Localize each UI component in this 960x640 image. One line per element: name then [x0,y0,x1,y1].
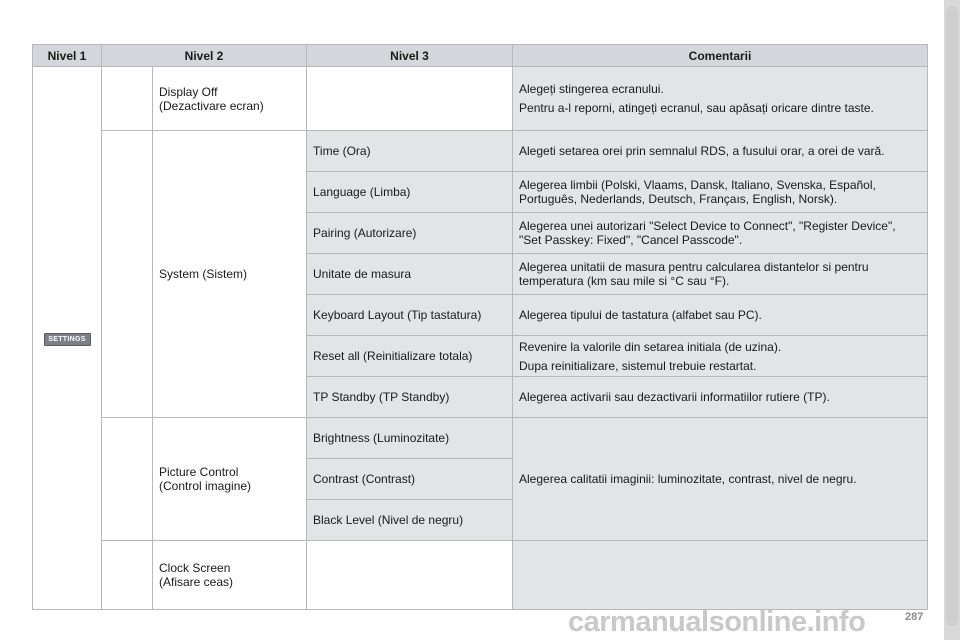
spacer-cell [102,131,153,418]
level3-reset: Reset all (Reinitializare totala) [307,336,513,377]
watermark: carmanualsonline.info [568,606,866,638]
comment-text: Alegeți stingerea ecranului. [519,82,664,96]
spacer-cell [102,67,153,131]
level3-pairing: Pairing (Autorizare) [307,213,513,254]
level2-display-off: Display Off (Dezactivare ecran) [153,67,307,131]
level1-cell [33,67,102,610]
level2-clock-screen: Clock Screen (Afisare ceas) [153,541,307,610]
scrollbar-thumb[interactable] [946,6,958,626]
level2-picture-control: Picture Control (Control imagine) [153,418,307,541]
level3-brightness: Brightness (Luminozitate) [307,418,513,459]
table-header-row [33,45,928,67]
table-row [33,131,928,172]
comment-tp-standby: Alegerea activarii sau dezactivarii informatiilor rutiere (TP). [513,377,928,418]
level3-tp-standby: TP Standby (TP Standby) [307,377,513,418]
header-level2: Nivel 2 [102,45,307,67]
level3-units: Unitate de masura [307,254,513,295]
settings-button-icon: SETTINGS [44,333,91,346]
comment-empty [513,541,928,610]
spacer-cell [102,541,153,610]
comment-pairing: Alegerea unei autorizari "Select Device to Connect", "Register Device", "Set Passkey: Fixed", "Cancel Passcode". [513,213,928,254]
comment-picture-control: Alegerea calitatii imaginii: luminozitate, contrast, nivel de negru. [513,418,928,541]
header-level3: Nivel 3 [307,45,513,67]
comment-text: Revenire la valorile din setarea initiala (de uzina). [519,339,782,354]
level2-system: System (Sistem) [153,131,307,418]
level3-empty [307,67,513,131]
level3-black-level: Black Level (Nivel de negru) [307,500,513,541]
comment-display-off [513,67,928,131]
comment-keyboard: Alegerea tipului de tastatura (alfabet sau PC). [513,295,928,336]
comment-units: Alegerea unitatii de masura pentru calcularea distantelor si pentru temperatura (km sau mile si °C sau °F). [513,254,928,295]
comment-text: Pentru a-l reporni, atingeți ecranul, sau apăsați oricare dintre taste. [519,101,874,115]
header-comments: Comentarii [513,45,928,67]
level3-keyboard: Keyboard Layout (Tip tastatura) [307,295,513,336]
comment-text: Dupa reinitializare, sistemul trebuie restartat. [519,358,757,373]
table-row [33,418,928,459]
table-row [33,541,928,610]
comment-time: Alegeti setarea orei prin semnalul RDS, a fusului orar, a orei de vară. [513,131,928,172]
settings-menu-table [32,44,928,610]
page-number: 287 [905,611,924,623]
header-level1: Nivel 1 [33,45,102,67]
level3-language: Language (Limba) [307,172,513,213]
level3-empty [307,541,513,610]
comment-language: Alegerea limbii (Polski, Vlaams, Dansk, Italiano, Svenska, Español, Português, Nederlands, Deutsch, Françaıs, English, Norsk). [513,172,928,213]
level3-contrast: Contrast (Contrast) [307,459,513,500]
spacer-cell [102,418,153,541]
comment-reset [513,336,928,377]
table-row [33,67,928,131]
level3-time: Time (Ora) [307,131,513,172]
